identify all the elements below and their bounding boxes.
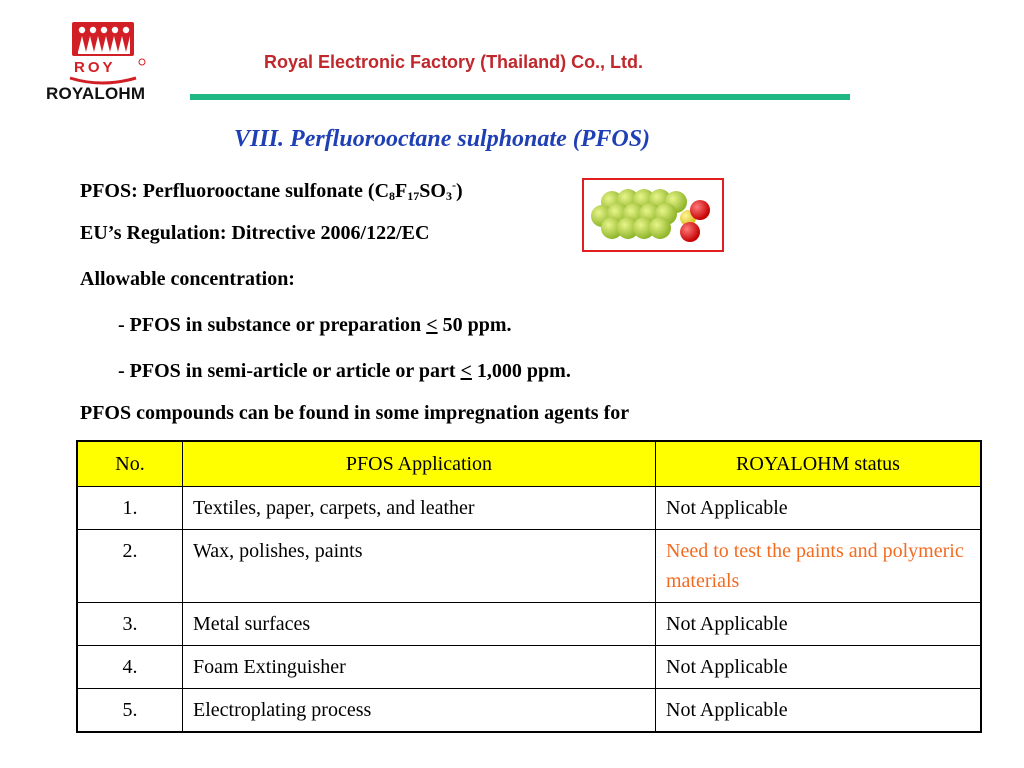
col-header-no: No. (77, 441, 183, 487)
allowable-heading: Allowable concentration: (80, 268, 295, 290)
logo-mark-text: ROY (74, 59, 116, 76)
col-header-status: ROYALOHM status (656, 441, 982, 487)
row-number: 2. (77, 530, 183, 603)
row-application: Foam Extinguisher (183, 646, 656, 689)
pfos-molecule-image (582, 178, 724, 252)
row-status: Need to test the paints and polymeric materials (656, 530, 982, 603)
eu-regulation: EU’s Regulation: Ditrective 2006/122/EC (80, 222, 430, 244)
pfos-application-table (76, 440, 982, 733)
table-row (77, 646, 981, 689)
table-row (77, 603, 981, 646)
row-number: 5. (77, 689, 183, 733)
table-row (77, 530, 981, 603)
row-application: Electroplating process (183, 689, 656, 733)
row-status: Not Applicable (656, 603, 982, 646)
table-header-row (77, 441, 981, 487)
page-title: VIII. Perfluorooctane sulphonate (PFOS) (234, 126, 651, 152)
pfos-definition: PFOS: Perfluorooctane sulfonate $(C_8F_{17}SO_3^-)$ (80, 178, 463, 203)
limit-article: - PFOS in semi-article or article or part < 1,000 ppm. (118, 360, 571, 382)
row-number: 1. (77, 487, 183, 530)
row-status: Not Applicable (656, 689, 982, 733)
table-row (77, 689, 981, 733)
header-divider (190, 94, 850, 100)
col-header-application: PFOS Application (183, 441, 656, 487)
row-application: Wax, polishes, paints (183, 530, 656, 603)
row-number: 3. (77, 603, 183, 646)
row-application: Metal surfaces (183, 603, 656, 646)
row-status: Not Applicable (656, 646, 982, 689)
limit-substance: - PFOS in substance or preparation < 50 ppm. (118, 314, 512, 336)
row-application: Textiles, paper, carpets, and leather (183, 487, 656, 530)
company-name: Royal Electronic Factory (Thailand) Co., Ltd. (264, 52, 644, 72)
table-row (77, 487, 981, 530)
compounds-intro: PFOS compounds can be found in some impregnation agents for (80, 402, 630, 424)
logo-text: ROYALOHM (46, 84, 146, 103)
row-number: 4. (77, 646, 183, 689)
row-status: Not Applicable (656, 487, 982, 530)
